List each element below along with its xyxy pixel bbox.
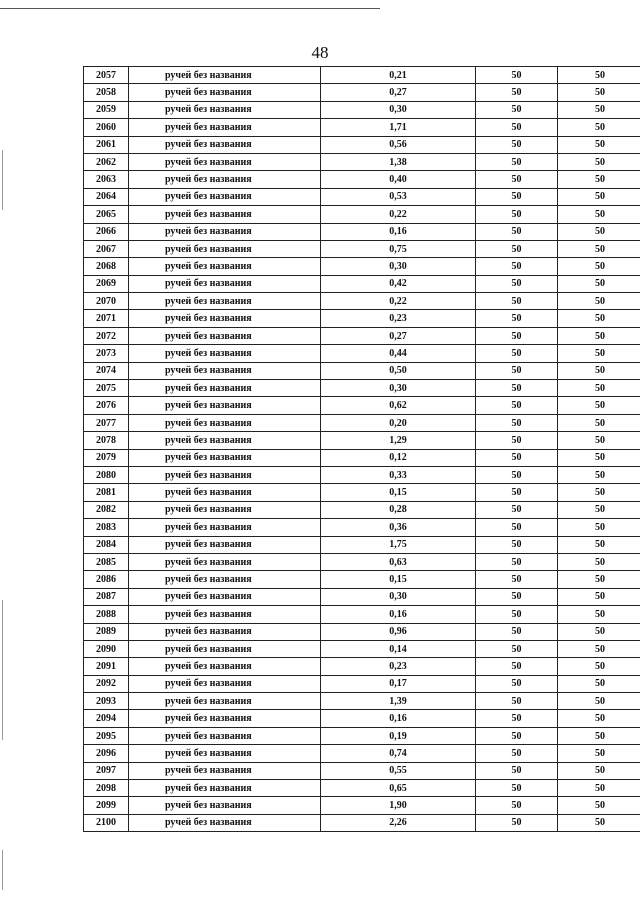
table-row (84, 571, 640, 588)
length-cell: 0,21 (321, 67, 476, 84)
value-b-cell: 50 (558, 258, 640, 275)
table-row (84, 206, 640, 223)
table-row (84, 780, 640, 797)
value-b-cell: 50 (558, 414, 640, 431)
value-a-cell: 50 (476, 675, 558, 692)
row-number-cell: 2076 (84, 397, 129, 414)
stream-name-cell: ручей без названия (129, 275, 321, 292)
value-a-cell: 50 (476, 380, 558, 397)
length-cell: 0,53 (321, 188, 476, 205)
length-cell: 0,75 (321, 240, 476, 257)
row-number-cell: 2098 (84, 780, 129, 797)
table-row (84, 797, 640, 814)
value-a-cell: 50 (476, 710, 558, 727)
stream-name-cell: ручей без названия (129, 588, 321, 605)
page-number: 48 (311, 43, 329, 62)
row-number-cell: 2092 (84, 675, 129, 692)
value-b-cell: 50 (558, 745, 640, 762)
length-cell: 0,28 (321, 501, 476, 518)
stream-name-cell: ручей без названия (129, 84, 321, 101)
value-a-cell: 50 (476, 310, 558, 327)
value-b-cell: 50 (558, 588, 640, 605)
value-a-cell: 50 (476, 745, 558, 762)
value-a-cell: 50 (476, 484, 558, 501)
stream-name-cell: ручей без названия (129, 345, 321, 362)
length-cell: 0,16 (321, 223, 476, 240)
table-row (84, 380, 640, 397)
row-number-cell: 2059 (84, 101, 129, 118)
table-row (84, 67, 640, 84)
row-number-cell: 2078 (84, 432, 129, 449)
value-a-cell: 50 (476, 206, 558, 223)
table-row (84, 397, 640, 414)
value-b-cell: 50 (558, 240, 640, 257)
stream-name-cell: ручей без названия (129, 171, 321, 188)
length-cell: 0,27 (321, 327, 476, 344)
stream-name-cell: ручей без названия (129, 397, 321, 414)
length-cell: 1,39 (321, 693, 476, 710)
row-number-cell: 2062 (84, 153, 129, 170)
value-a-cell: 50 (476, 588, 558, 605)
row-number-cell: 2072 (84, 327, 129, 344)
value-b-cell: 50 (558, 188, 640, 205)
table-row (84, 327, 640, 344)
row-number-cell: 2083 (84, 519, 129, 536)
stream-name-cell: ручей без названия (129, 675, 321, 692)
value-a-cell: 50 (476, 519, 558, 536)
table-row (84, 745, 640, 762)
length-cell: 2,26 (321, 814, 476, 831)
stream-name-cell: ручей без названия (129, 119, 321, 136)
table-row (84, 362, 640, 379)
row-number-cell: 2082 (84, 501, 129, 518)
length-cell: 1,38 (321, 153, 476, 170)
scan-edge-mark (2, 150, 3, 210)
row-number-cell: 2060 (84, 119, 129, 136)
value-b-cell: 50 (558, 606, 640, 623)
stream-name-cell: ручей без названия (129, 745, 321, 762)
table-row (84, 293, 640, 310)
row-number-cell: 2079 (84, 449, 129, 466)
value-a-cell: 50 (476, 119, 558, 136)
stream-name-cell: ручей без названия (129, 432, 321, 449)
value-b-cell: 50 (558, 119, 640, 136)
length-cell: 0,22 (321, 206, 476, 223)
value-b-cell: 50 (558, 501, 640, 518)
length-cell: 0,16 (321, 710, 476, 727)
row-number-cell: 2085 (84, 553, 129, 570)
value-a-cell: 50 (476, 67, 558, 84)
table-row (84, 171, 640, 188)
stream-name-cell: ручей без названия (129, 136, 321, 153)
value-a-cell: 50 (476, 501, 558, 518)
row-number-cell: 2099 (84, 797, 129, 814)
value-a-cell: 50 (476, 275, 558, 292)
value-a-cell: 50 (476, 449, 558, 466)
table-row (84, 136, 640, 153)
stream-name-cell: ручей без названия (129, 101, 321, 118)
value-b-cell: 50 (558, 658, 640, 675)
table-row (84, 675, 640, 692)
row-number-cell: 2061 (84, 136, 129, 153)
stream-name-cell: ручей без названия (129, 727, 321, 744)
length-cell: 0,65 (321, 780, 476, 797)
length-cell: 0,96 (321, 623, 476, 640)
length-cell: 0,15 (321, 571, 476, 588)
length-cell: 0,36 (321, 519, 476, 536)
value-b-cell: 50 (558, 136, 640, 153)
stream-name-cell: ручей без названия (129, 658, 321, 675)
value-b-cell: 50 (558, 780, 640, 797)
row-number-cell: 2087 (84, 588, 129, 605)
table-row (84, 258, 640, 275)
streams-table (83, 66, 640, 832)
row-number-cell: 2090 (84, 640, 129, 657)
row-number-cell: 2057 (84, 67, 129, 84)
value-b-cell: 50 (558, 727, 640, 744)
length-cell: 0,33 (321, 466, 476, 483)
top-rule (0, 8, 380, 9)
row-number-cell: 2069 (84, 275, 129, 292)
value-a-cell: 50 (476, 797, 558, 814)
streams-table-body (84, 67, 640, 832)
row-number-cell: 2096 (84, 745, 129, 762)
length-cell: 0,20 (321, 414, 476, 431)
value-a-cell: 50 (476, 606, 558, 623)
length-cell: 1,71 (321, 119, 476, 136)
value-a-cell: 50 (476, 780, 558, 797)
stream-name-cell: ручей без названия (129, 153, 321, 170)
table-row (84, 466, 640, 483)
value-a-cell: 50 (476, 466, 558, 483)
row-number-cell: 2094 (84, 710, 129, 727)
length-cell: 0,62 (321, 397, 476, 414)
value-b-cell: 50 (558, 623, 640, 640)
table-row (84, 240, 640, 257)
stream-name-cell: ручей без названия (129, 362, 321, 379)
value-b-cell: 50 (558, 553, 640, 570)
value-b-cell: 50 (558, 710, 640, 727)
value-b-cell: 50 (558, 675, 640, 692)
length-cell: 0,22 (321, 293, 476, 310)
value-a-cell: 50 (476, 571, 558, 588)
stream-name-cell: ручей без названия (129, 310, 321, 327)
length-cell: 0,23 (321, 658, 476, 675)
value-a-cell: 50 (476, 345, 558, 362)
value-a-cell: 50 (476, 397, 558, 414)
stream-name-cell: ручей без названия (129, 188, 321, 205)
row-number-cell: 2100 (84, 814, 129, 831)
table-row (84, 153, 640, 170)
stream-name-cell: ручей без названия (129, 206, 321, 223)
table-row (84, 606, 640, 623)
stream-name-cell: ручей без названия (129, 380, 321, 397)
length-cell: 0,30 (321, 258, 476, 275)
length-cell: 0,30 (321, 588, 476, 605)
value-a-cell: 50 (476, 536, 558, 553)
row-number-cell: 2095 (84, 727, 129, 744)
value-a-cell: 50 (476, 188, 558, 205)
table-row (84, 553, 640, 570)
value-b-cell: 50 (558, 206, 640, 223)
value-b-cell: 50 (558, 223, 640, 240)
length-cell: 0,16 (321, 606, 476, 623)
value-b-cell: 50 (558, 345, 640, 362)
table-row (84, 727, 640, 744)
value-a-cell: 50 (476, 171, 558, 188)
length-cell: 0,23 (321, 310, 476, 327)
length-cell: 0,12 (321, 449, 476, 466)
value-b-cell: 50 (558, 484, 640, 501)
row-number-cell: 2088 (84, 606, 129, 623)
value-b-cell: 50 (558, 275, 640, 292)
value-b-cell: 50 (558, 397, 640, 414)
stream-name-cell: ручей без названия (129, 293, 321, 310)
stream-name-cell: ручей без названия (129, 414, 321, 431)
value-a-cell: 50 (476, 240, 558, 257)
stream-name-cell: ручей без названия (129, 536, 321, 553)
length-cell: 0,30 (321, 101, 476, 118)
value-a-cell: 50 (476, 727, 558, 744)
value-a-cell: 50 (476, 258, 558, 275)
value-b-cell: 50 (558, 536, 640, 553)
value-a-cell: 50 (476, 101, 558, 118)
length-cell: 0,44 (321, 345, 476, 362)
length-cell: 0,56 (321, 136, 476, 153)
table-row (84, 223, 640, 240)
table-row (84, 693, 640, 710)
scan-edge-mark (2, 600, 3, 740)
table-row (84, 588, 640, 605)
row-number-cell: 2064 (84, 188, 129, 205)
value-b-cell: 50 (558, 362, 640, 379)
length-cell: 0,50 (321, 362, 476, 379)
row-number-cell: 2097 (84, 762, 129, 779)
row-number-cell: 2089 (84, 623, 129, 640)
stream-name-cell: ручей без названия (129, 484, 321, 501)
stream-name-cell: ручей без названия (129, 780, 321, 797)
value-b-cell: 50 (558, 571, 640, 588)
table-row (84, 814, 640, 831)
length-cell: 0,63 (321, 553, 476, 570)
table-row (84, 536, 640, 553)
stream-name-cell: ручей без названия (129, 553, 321, 570)
value-a-cell: 50 (476, 362, 558, 379)
stream-name-cell: ручей без названия (129, 223, 321, 240)
value-b-cell: 50 (558, 797, 640, 814)
value-b-cell: 50 (558, 519, 640, 536)
value-a-cell: 50 (476, 640, 558, 657)
table-row (84, 84, 640, 101)
stream-name-cell: ручей без названия (129, 814, 321, 831)
stream-name-cell: ручей без названия (129, 67, 321, 84)
table-row (84, 119, 640, 136)
row-number-cell: 2068 (84, 258, 129, 275)
value-a-cell: 50 (476, 293, 558, 310)
row-number-cell: 2081 (84, 484, 129, 501)
row-number-cell: 2070 (84, 293, 129, 310)
row-number-cell: 2080 (84, 466, 129, 483)
table-row (84, 449, 640, 466)
value-b-cell: 50 (558, 380, 640, 397)
table-row (84, 710, 640, 727)
value-b-cell: 50 (558, 101, 640, 118)
value-b-cell: 50 (558, 466, 640, 483)
length-cell: 0,74 (321, 745, 476, 762)
row-number-cell: 2073 (84, 345, 129, 362)
table-row (84, 101, 640, 118)
table-row (84, 762, 640, 779)
row-number-cell: 2084 (84, 536, 129, 553)
value-b-cell: 50 (558, 310, 640, 327)
table-row (84, 623, 640, 640)
length-cell: 0,15 (321, 484, 476, 501)
value-a-cell: 50 (476, 553, 558, 570)
value-b-cell: 50 (558, 762, 640, 779)
row-number-cell: 2077 (84, 414, 129, 431)
table-row (84, 484, 640, 501)
value-a-cell: 50 (476, 623, 558, 640)
length-cell: 1,29 (321, 432, 476, 449)
length-cell: 0,30 (321, 380, 476, 397)
stream-name-cell: ручей без названия (129, 710, 321, 727)
table-row (84, 519, 640, 536)
row-number-cell: 2058 (84, 84, 129, 101)
value-a-cell: 50 (476, 136, 558, 153)
stream-name-cell: ручей без названия (129, 501, 321, 518)
value-a-cell: 50 (476, 153, 558, 170)
value-a-cell: 50 (476, 432, 558, 449)
scan-edge-mark (2, 850, 3, 890)
length-cell: 0,40 (321, 171, 476, 188)
stream-name-cell: ручей без названия (129, 606, 321, 623)
stream-name-cell: ручей без названия (129, 571, 321, 588)
table-row (84, 658, 640, 675)
value-b-cell: 50 (558, 640, 640, 657)
value-a-cell: 50 (476, 414, 558, 431)
value-a-cell: 50 (476, 223, 558, 240)
length-cell: 0,55 (321, 762, 476, 779)
stream-name-cell: ручей без названия (129, 449, 321, 466)
value-b-cell: 50 (558, 693, 640, 710)
row-number-cell: 2075 (84, 380, 129, 397)
table-row (84, 432, 640, 449)
length-cell: 1,90 (321, 797, 476, 814)
length-cell: 1,75 (321, 536, 476, 553)
value-b-cell: 50 (558, 293, 640, 310)
length-cell: 0,42 (321, 275, 476, 292)
stream-name-cell: ручей без названия (129, 466, 321, 483)
stream-name-cell: ручей без названия (129, 519, 321, 536)
table-row (84, 501, 640, 518)
value-b-cell: 50 (558, 449, 640, 466)
stream-name-cell: ручей без названия (129, 258, 321, 275)
row-number-cell: 2091 (84, 658, 129, 675)
table-row (84, 345, 640, 362)
stream-name-cell: ручей без названия (129, 240, 321, 257)
stream-name-cell: ручей без названия (129, 640, 321, 657)
value-a-cell: 50 (476, 762, 558, 779)
table-row (84, 188, 640, 205)
stream-name-cell: ручей без названия (129, 762, 321, 779)
value-b-cell: 50 (558, 432, 640, 449)
stream-name-cell: ручей без названия (129, 623, 321, 640)
value-a-cell: 50 (476, 814, 558, 831)
value-b-cell: 50 (558, 153, 640, 170)
row-number-cell: 2086 (84, 571, 129, 588)
length-cell: 0,14 (321, 640, 476, 657)
row-number-cell: 2063 (84, 171, 129, 188)
value-b-cell: 50 (558, 814, 640, 831)
value-a-cell: 50 (476, 327, 558, 344)
row-number-cell: 2065 (84, 206, 129, 223)
row-number-cell: 2066 (84, 223, 129, 240)
value-a-cell: 50 (476, 84, 558, 101)
stream-name-cell: ручей без названия (129, 327, 321, 344)
table-row (84, 310, 640, 327)
table-row (84, 275, 640, 292)
stream-name-cell: ручей без названия (129, 693, 321, 710)
length-cell: 0,27 (321, 84, 476, 101)
value-a-cell: 50 (476, 658, 558, 675)
value-b-cell: 50 (558, 327, 640, 344)
length-cell: 0,17 (321, 675, 476, 692)
table-row (84, 414, 640, 431)
value-a-cell: 50 (476, 693, 558, 710)
row-number-cell: 2067 (84, 240, 129, 257)
value-b-cell: 50 (558, 171, 640, 188)
row-number-cell: 2074 (84, 362, 129, 379)
row-number-cell: 2071 (84, 310, 129, 327)
table-row (84, 640, 640, 657)
row-number-cell: 2093 (84, 693, 129, 710)
length-cell: 0,19 (321, 727, 476, 744)
value-b-cell: 50 (558, 84, 640, 101)
value-b-cell: 50 (558, 67, 640, 84)
stream-name-cell: ручей без названия (129, 797, 321, 814)
